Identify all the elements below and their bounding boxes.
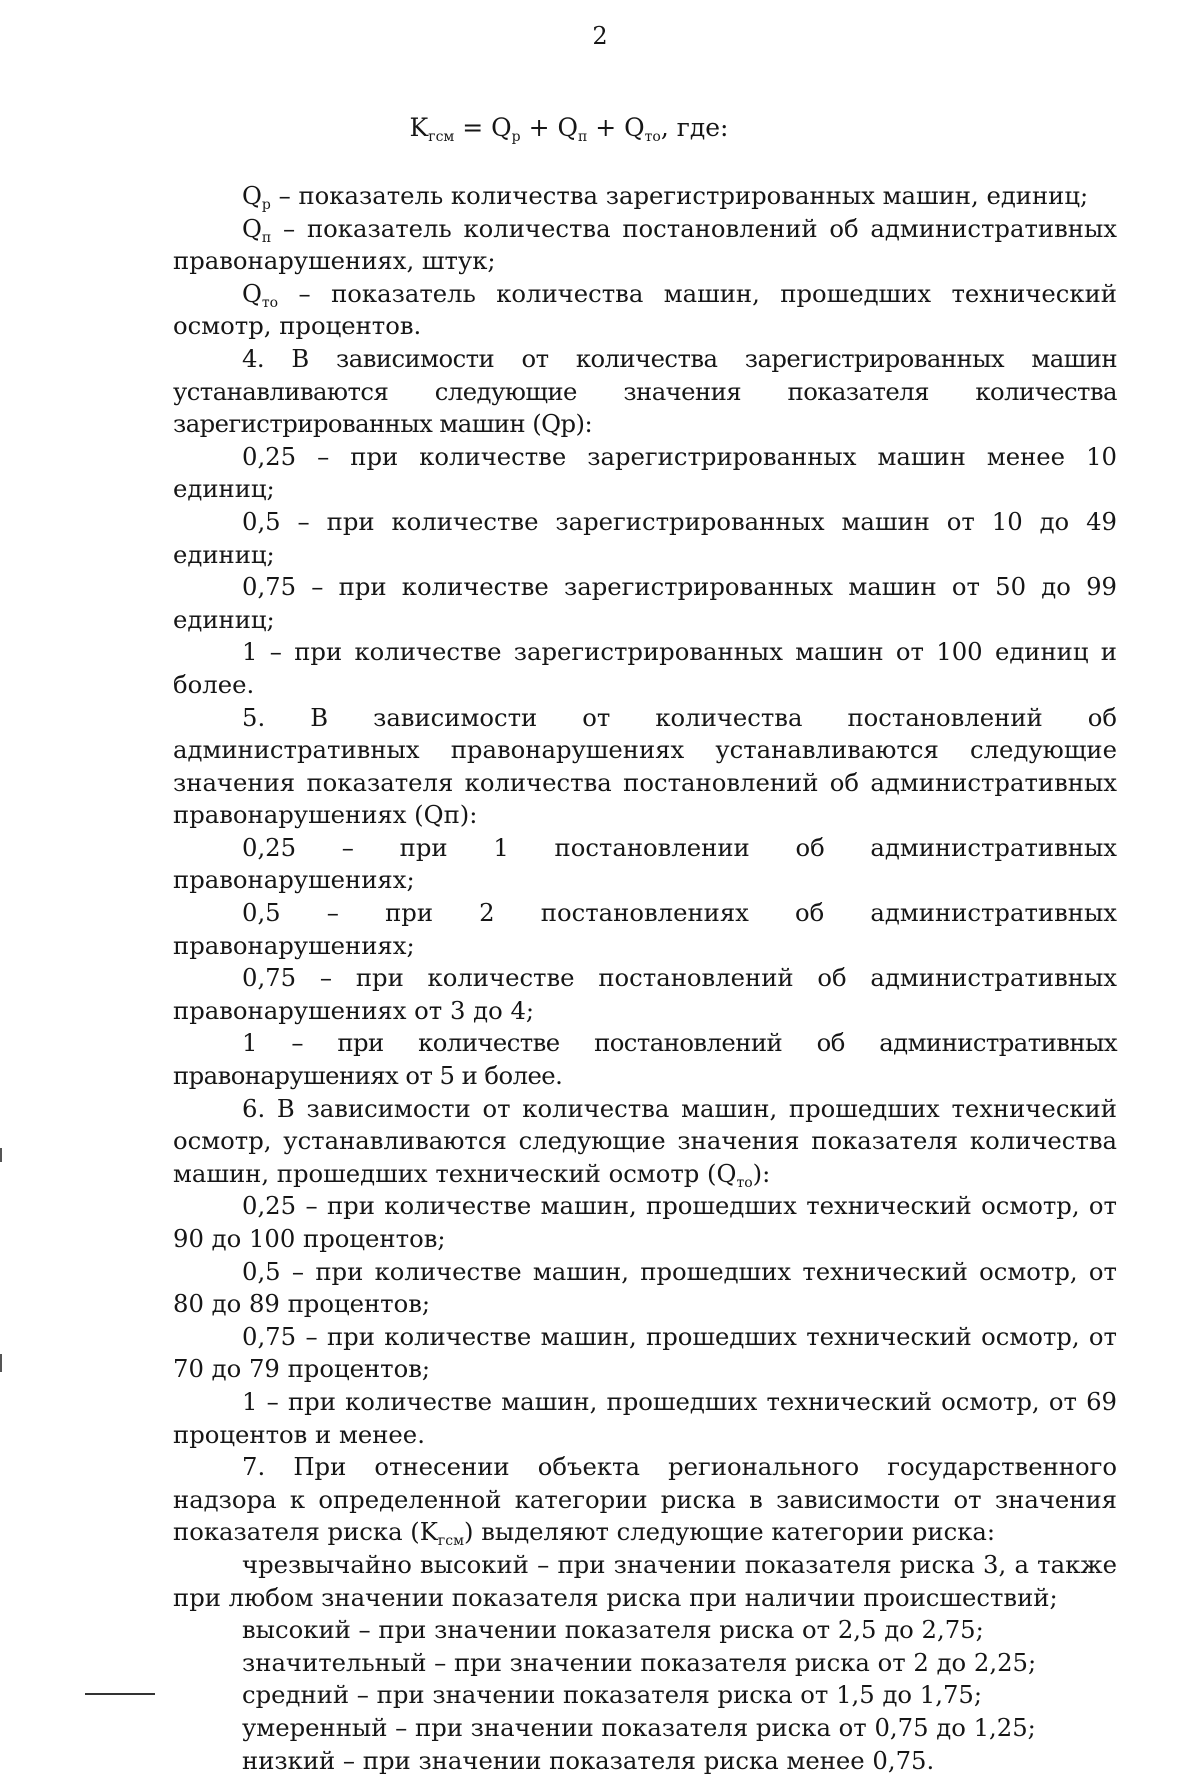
definition-qp-subscript: п (262, 230, 271, 246)
formula-k-subscript: гсм (428, 129, 454, 145)
definition-qp-text: – показатель количества постановлений об административных правонарушениях, штук; (173, 214, 1117, 276)
definition-qr-subscript: р (262, 197, 271, 213)
section-4-item: 0,5 – при количестве зарегистрированных машин от 10 до 49 единиц; (173, 506, 1117, 571)
risk-category-item: высокий – при значении показателя риска от 2,5 до 2,75; (173, 1614, 1117, 1647)
section-6-intro-text: 6. В зависимости от количества машин, прошедших технический осмотр, устанавливаются следующие значения показателя количества машин, прошедших технический осмотр (Q (173, 1094, 1117, 1188)
section-6-intro-end: ): (753, 1159, 771, 1188)
definition-qr-text: – показатель количества зарегистрированных машин, единиц; (271, 181, 1088, 210)
risk-category-item: умеренный – при значении показателя риска от 0,75 до 1,25; (173, 1712, 1117, 1745)
section-7-intro (173, 1451, 1117, 1549)
section-6-intro (173, 1093, 1117, 1191)
section-5-item: 0,25 – при 1 постановлении об административных правонарушениях; (173, 832, 1117, 897)
definition-qto (173, 278, 1117, 343)
definition-qto-subscript: то (262, 295, 278, 311)
section-6-intro-subscript: то (736, 1175, 752, 1191)
risk-category-item: средний – при значении показателя риска от 1,5 до 1,75; (173, 1679, 1117, 1712)
formula-tail: , где: (661, 113, 729, 142)
formula-qp-subscript: п (578, 129, 587, 145)
section-6-item: 0,75 – при количестве машин, прошедших технический осмотр, от 70 до 79 процентов; (173, 1321, 1117, 1386)
section-4-intro: 4. В зависимости от количества зарегистрированных машин устанавливаются следующие значения показателя количества зарегистрированных машин (Qр): (173, 343, 1117, 441)
section-5-intro: 5. В зависимости от количества постановлений об административных правонарушениях устанавливаются следующие значения показателя количества постановлений об административных правонарушениях (Qп): (173, 702, 1117, 832)
scan-edge-mark (0, 1148, 2, 1162)
section-5-item: 0,75 – при количестве постановлений об административных правонарушениях от 3 до 4; (173, 962, 1117, 1027)
risk-category-item: низкий – при значении показателя риска менее 0,75. (173, 1745, 1117, 1777)
section-6-item: 0,5 – при количестве машин, прошедших технический осмотр, от 80 до 89 процентов; (173, 1256, 1117, 1321)
definition-qp-symbol: Q (242, 214, 262, 243)
formula-qto-subscript: то (645, 129, 661, 145)
definition-qto-symbol: Q (242, 279, 262, 308)
section-5-item: 0,5 – при 2 постановлениях об административных правонарушениях; (173, 897, 1117, 962)
formula-k: K (410, 113, 429, 142)
section-6-item: 1 – при количестве машин, прошедших технический осмотр, от 69 процентов и менее. (173, 1386, 1117, 1451)
section-6-item: 0,25 – при количестве машин, прошедших технический осмотр, от 90 до 100 процентов; (173, 1190, 1117, 1255)
definition-qp (173, 213, 1117, 278)
scan-edge-mark (0, 1354, 2, 1372)
section-4-item: 1 – при количестве зарегистрированных машин от 100 единиц и более. (173, 636, 1117, 701)
formula-plus-q-2: + Q (587, 113, 644, 142)
risk-category-item: чрезвычайно высокий – при значении показателя риска 3, а также при любом значении показателя риска при наличии происшествий; (173, 1549, 1117, 1614)
formula-qr-subscript: р (512, 129, 521, 145)
definition-qr (173, 180, 1117, 213)
scan-artifact-line (85, 1693, 155, 1695)
section-5-item: 1 – при количестве постановлений об административных правонарушениях от 5 и более. (173, 1027, 1117, 1092)
risk-category-item: значительный – при значении показателя риска от 2 до 2,25; (173, 1647, 1117, 1680)
risk-formula (0, 112, 1138, 145)
page-number: 2 (0, 20, 1200, 53)
section-7-intro-text: 7. При отнесении объекта регионального государственного надзора к определенной категории риска в зависимости от значения показателя риска (K (173, 1452, 1117, 1546)
formula-plus-q: + Q (521, 113, 578, 142)
section-4-item: 0,25 – при количестве зарегистрированных машин менее 10 единиц; (173, 441, 1117, 506)
document-body (173, 180, 1117, 1777)
definition-qto-text: – показатель количества машин, прошедших технический осмотр, процентов. (173, 279, 1117, 341)
section-7-intro-end: ) выделяют следующие категории риска: (464, 1517, 995, 1546)
section-4-item: 0,75 – при количестве зарегистрированных машин от 50 до 99 единиц; (173, 571, 1117, 636)
definition-qr-symbol: Q (242, 181, 262, 210)
section-7-intro-subscript: гсм (438, 1533, 464, 1549)
formula-equals-q: = Q (454, 113, 511, 142)
